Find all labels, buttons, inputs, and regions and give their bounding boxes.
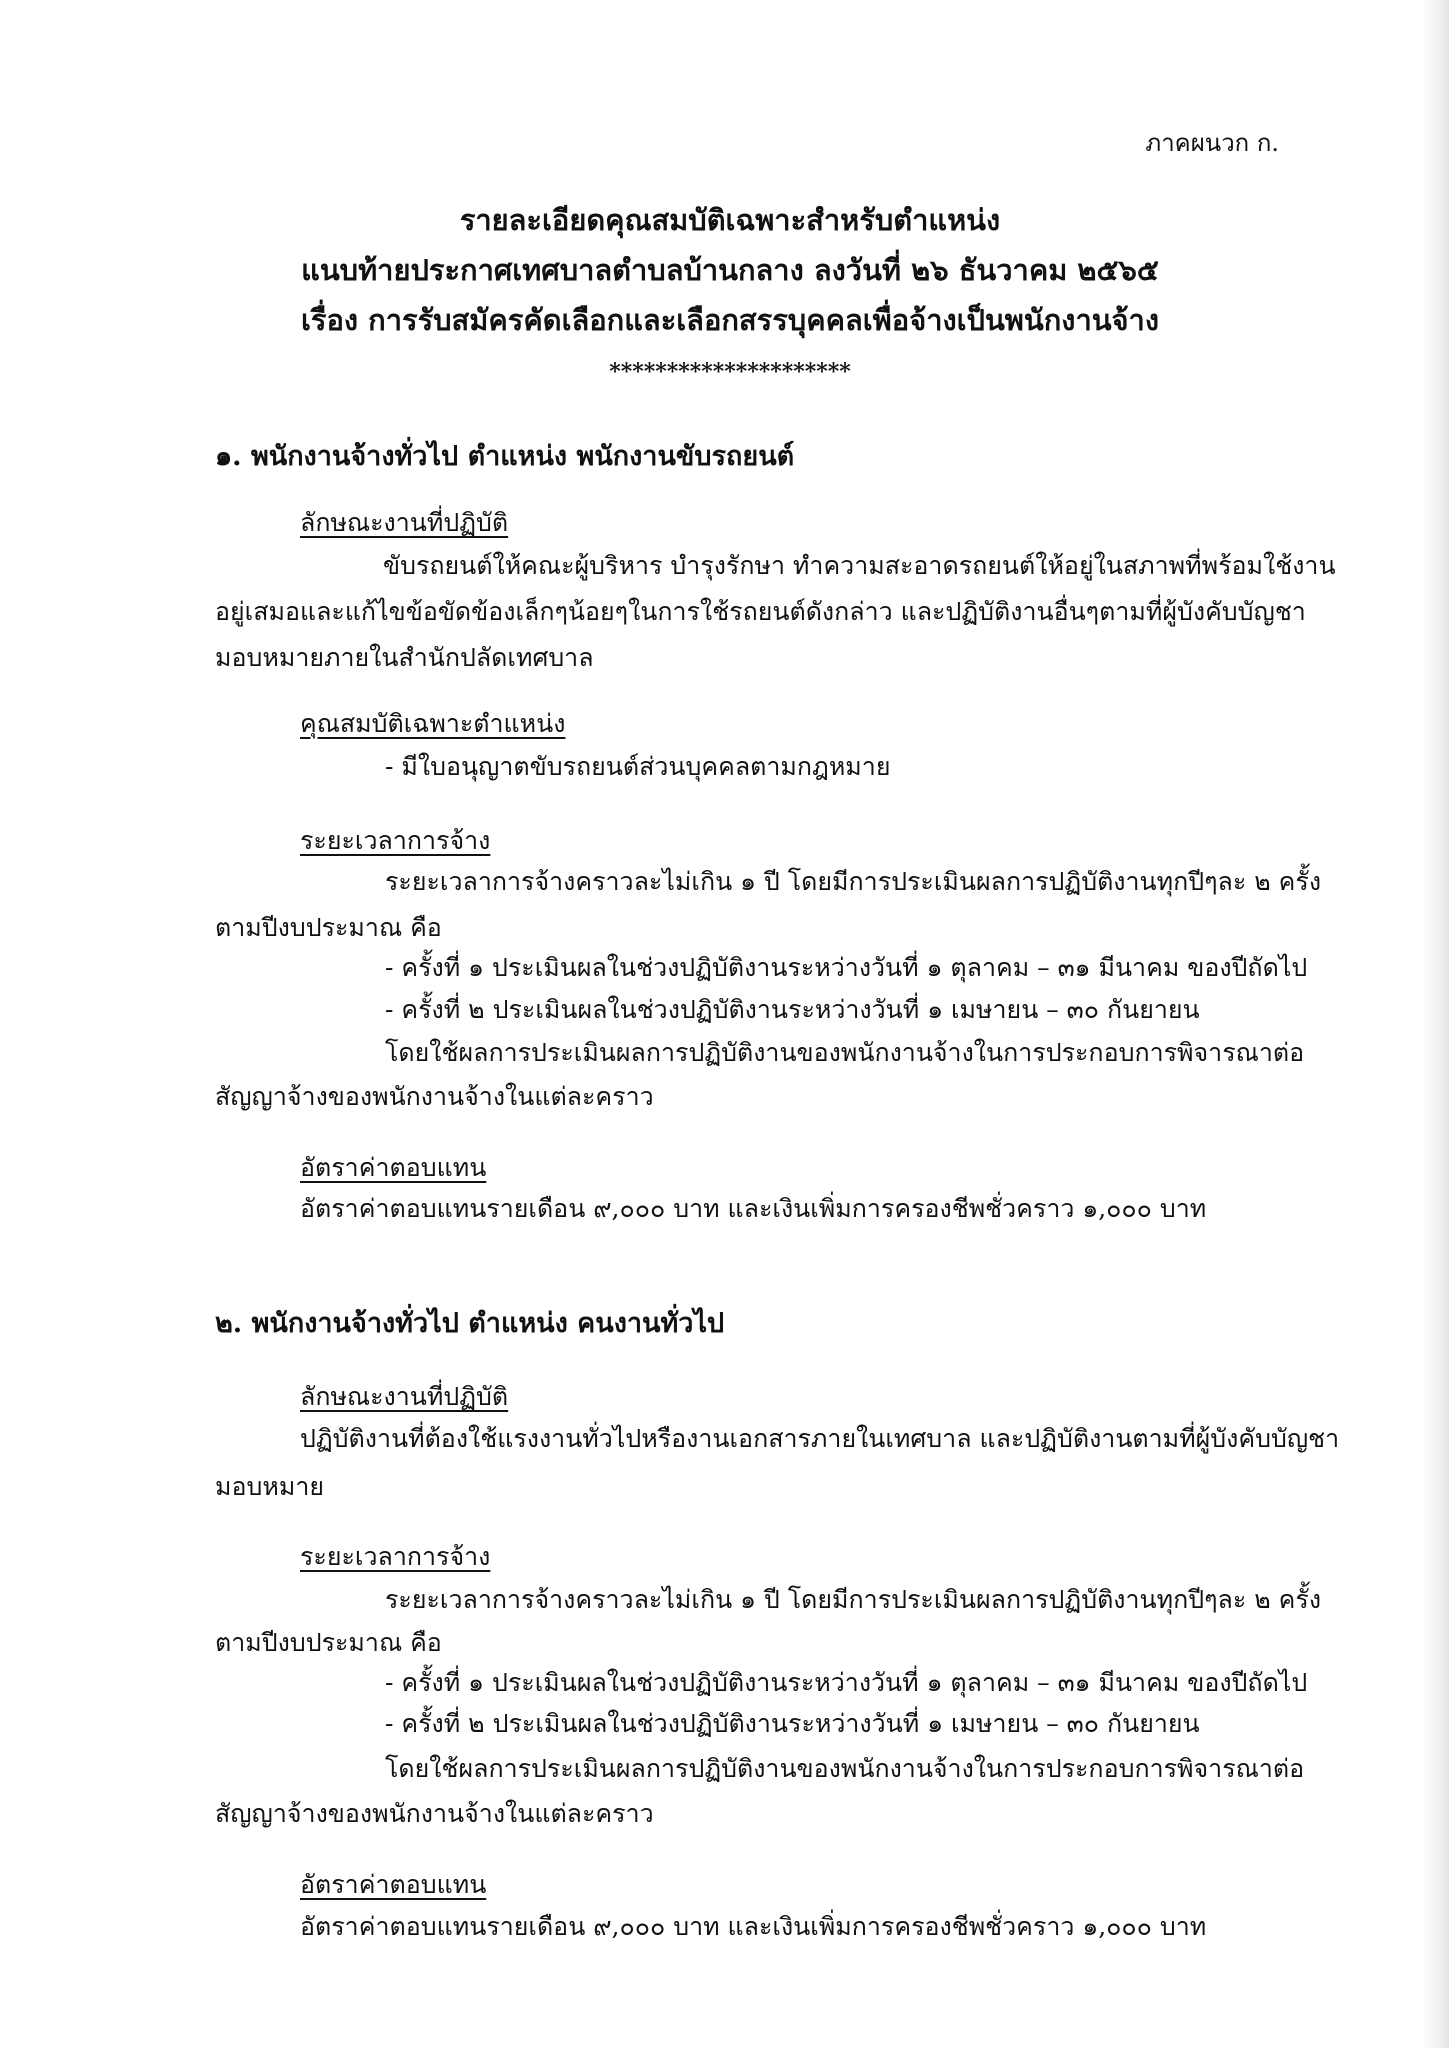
section-1-period-line-1: ระยะเวลาการจ้างคราวละไม่เกิน ๑ ปี โดยมีการประเมินผลการปฏิบัติงานทุกปีๆละ ๒ ครั้ง xyxy=(385,867,1322,896)
title-line-3: เรื่อง การรับสมัครคัดเลือกและเลือกสรรบุคคลเพื่อจ้างเป็นพนักงานจ้าง xyxy=(300,303,1159,337)
section-2-period-line-4: - ครั้งที่ ๒ ประเมินผลในช่วงปฏิบัติงานระหว่างวันที่ ๑ เมษายน – ๓๐ กันยายน xyxy=(385,1709,1200,1738)
section-1-period-label: ระยะเวลาการจ้าง xyxy=(300,826,491,855)
section-1-duty-label: ลักษณะงานที่ปฏิบัติ xyxy=(300,508,509,537)
section-1-qualification-item: - มีใบอนุญาตขับรถยนต์ส่วนบุคคลตามกฎหมาย xyxy=(385,752,891,781)
section-2-duty-label: ลักษณะงานที่ปฏิบัติ xyxy=(300,1382,509,1411)
section-2-pay-text: อัตราค่าตอบแทนรายเดือน ๙,๐๐๐ บาท และเงินเพิ่มการครองชีพชั่วคราว ๑,๐๐๐ บาท xyxy=(300,1912,1207,1941)
section-1-duty-line-3: มอบหมายภายในสำนักปลัดเทศบาล xyxy=(215,643,594,672)
section-1-qualification-label: คุณสมบัติเฉพาะตำแหน่ง xyxy=(300,709,566,738)
section-2-duty-line-2: มอบหมาย xyxy=(215,1472,325,1501)
section-1-period-line-5: โดยใช้ผลการประเมินผลการปฏิบัติงานของพนักงานจ้างในการประกอบการพิจารณาต่อ xyxy=(385,1038,1305,1067)
section-1-duty-line-1: ขับรถยนต์ให้คณะผู้บริหาร บำรุงรักษา ทำความสะอาดรถยนต์ให้อยู่ในสภาพที่พร้อมใช้งาน xyxy=(383,551,1336,580)
scan-edge-shadow xyxy=(1421,0,1449,2048)
section-1-heading: ๑. พนักงานจ้างทั่วไป ตำแหน่ง พนักงานขับรถยนต์ xyxy=(215,441,795,472)
section-2-period-line-3: - ครั้งที่ ๑ ประเมินผลในช่วงปฏิบัติงานระหว่างวันที่ ๑ ตุลาคม – ๓๑ มีนาคม ของปีถัดไป xyxy=(385,1668,1308,1697)
section-1-period-line-6: สัญญาจ้างของพนักงานจ้างในแต่ละคราว xyxy=(215,1082,654,1111)
section-2-period-line-5: โดยใช้ผลการประเมินผลการปฏิบัติงานของพนักงานจ้างในการประกอบการพิจารณาต่อ xyxy=(385,1754,1305,1783)
section-2-heading: ๒. พนักงานจ้างทั่วไป ตำแหน่ง คนงานทั่วไป xyxy=(215,1308,725,1339)
title-separator: ********************* xyxy=(609,359,851,385)
appendix-label: ภาคผนวก ก. xyxy=(1145,129,1279,157)
section-1-duty-line-2: อยู่เสมอและแก้ไขข้อขัดข้องเล็กๆน้อยๆในการใช้รถยนต์ดังกล่าว และปฏิบัติงานอื่นๆตามที่ผู้บังคับบัญชา xyxy=(215,597,1306,626)
section-2-period-line-1: ระยะเวลาการจ้างคราวละไม่เกิน ๑ ปี โดยมีการประเมินผลการปฏิบัติงานทุกปีๆละ ๒ ครั้ง xyxy=(385,1585,1322,1614)
section-1-pay-label: อัตราค่าตอบแทน xyxy=(300,1153,487,1182)
section-1-period-line-2: ตามปีงบประมาณ คือ xyxy=(215,913,442,942)
section-2-period-line-6: สัญญาจ้างของพนักงานจ้างในแต่ละคราว xyxy=(215,1799,654,1828)
section-1-period-line-4: - ครั้งที่ ๒ ประเมินผลในช่วงปฏิบัติงานระหว่างวันที่ ๑ เมษายน – ๓๐ กันยายน xyxy=(385,995,1200,1024)
section-1-period-line-3: - ครั้งที่ ๑ ประเมินผลในช่วงปฏิบัติงานระหว่างวันที่ ๑ ตุลาคม – ๓๑ มีนาคม ของปีถัดไป xyxy=(385,953,1308,982)
section-1-pay-text: อัตราค่าตอบแทนรายเดือน ๙,๐๐๐ บาท และเงินเพิ่มการครองชีพชั่วคราว ๑,๐๐๐ บาท xyxy=(300,1194,1207,1223)
title-line-2: แนบท้ายประกาศเทศบาลตำบลบ้านกลาง ลงวันที่ ๒๖ ธันวาคม ๒๕๖๕ xyxy=(301,253,1159,287)
section-2-pay-label: อัตราค่าตอบแทน xyxy=(300,1870,487,1899)
section-2-period-line-2: ตามปีงบประมาณ คือ xyxy=(215,1628,442,1657)
section-2-duty-line-1: ปฏิบัติงานที่ต้องใช้แรงงานทั่วไปหรืองานเอกสารภายในเทศบาล และปฏิบัติงานตามที่ผู้บังคับบัญชา xyxy=(300,1424,1340,1453)
section-2-period-label: ระยะเวลาการจ้าง xyxy=(300,1542,491,1571)
title-line-1: รายละเอียดคุณสมบัติเฉพาะสำหรับตำแหน่ง xyxy=(459,203,1001,237)
